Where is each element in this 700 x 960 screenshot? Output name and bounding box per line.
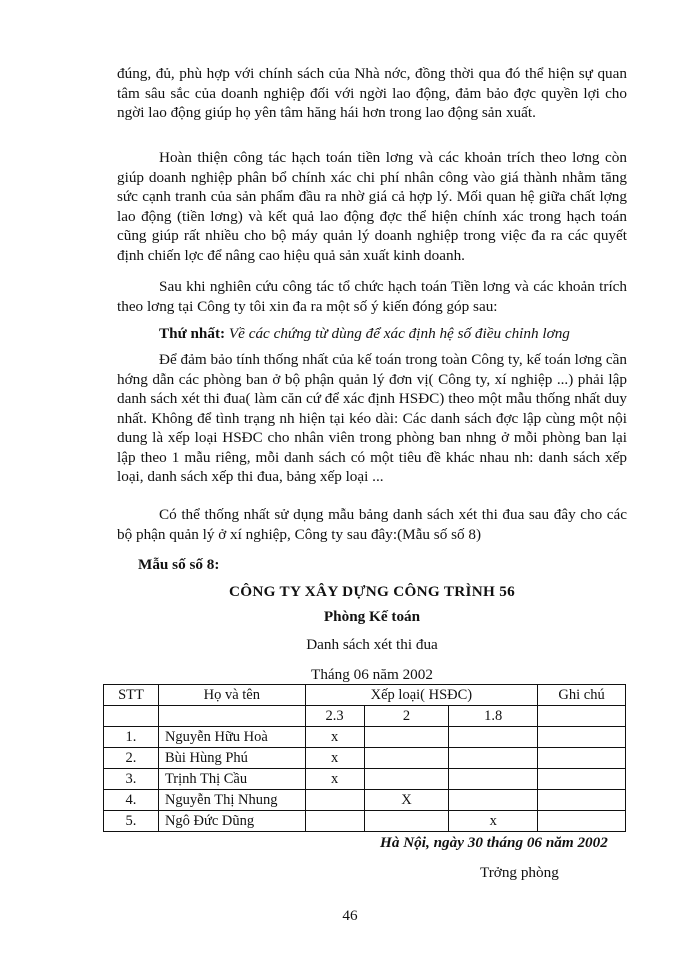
row-note [538,790,626,811]
row-name: Nguyễn Hữu Hoà [158,727,305,748]
row-name: Trịnh Thị Cầu [158,769,305,790]
sample-label: Mẫu số số 8: [138,556,220,573]
header-stt: STT [104,685,159,706]
page-number: 46 [342,907,358,924]
list-title: Danh sách xét thi đua [306,636,438,653]
row-rank-3 [449,769,538,790]
row-rank-1: x [305,748,364,769]
list-month: Tháng 06 năm 2002 [311,666,433,683]
row-rank-3 [449,790,538,811]
section-heading [159,325,570,343]
row-rank-2 [364,748,449,769]
row-rank-2: X [364,790,449,811]
rank-level: 1.8 [449,706,538,727]
header-note: Ghi chú [538,685,626,706]
heading-text: Về các chứng từ dùng để xác định hệ số điều chỉnh lơng [228,325,570,342]
header-rank: Xếp loại( HSĐC) [305,685,537,706]
row-note [538,769,626,790]
row-rank-3 [449,727,538,748]
table-cell [104,706,159,727]
table-subheader-row [104,706,626,727]
signature-date: Hà Nội, ngày 30 tháng 06 năm 2002 [380,834,608,851]
paragraph-3: Sau khi nghiên cứu công tác tổ chức hạch toán Tiền lơng và các khoản trích theo lơng tại Công ty tôi xin đa ra một số ý kiến đóng góp sau: [117,278,627,315]
row-rank-1: x [305,769,364,790]
table-row [104,727,626,748]
rank-level: 2.3 [305,706,364,727]
row-name: Ngô Đức Dũng [158,811,305,832]
row-rank-1 [305,811,364,832]
table-row [104,790,626,811]
row-note [538,811,626,832]
row-stt: 1. [104,727,159,748]
row-note [538,727,626,748]
row-note [538,748,626,769]
row-rank-3: x [449,811,538,832]
paragraph-5: Có thể thống nhất sử dụng mẫu bảng danh sách xét thi đua sau đây cho các bộ phận quản lý ở xí nghiệp, Công ty sau đây:(Mẫu số số 8) [117,506,627,543]
paragraph-2: Hoàn thiện công tác hạch toán tiền lơng và các khoản trích theo lơng còn giúp doanh nghiệp phân bổ chính xác chi phí nhân công vào giá thành nhằm tăng sức cạnh tranh của sản phẩm đầu ra nhờ giá cả hợp lý. Mối quan hệ giữa chất lợng lao động (tiền lơng) và kết quả lao động đợc thể hiện chính xác trong hạch toán cũng giúp rất nhiều cho bộ máy quản lý doanh nghiệp trong việc đa ra các quyết định chiến lợc để nâng cao hiệu quả sản xuất kinh doanh. [117,149,627,264]
table-header-row [104,685,626,706]
row-rank-1 [305,790,364,811]
table-cell [538,706,626,727]
ranking-table [103,684,626,832]
row-stt: 3. [104,769,159,790]
row-rank-2 [364,769,449,790]
row-rank-1: x [305,727,364,748]
rank-level: 2 [364,706,449,727]
company-name: CÔNG TY XÂY DỰNG CÔNG TRÌNH 56 [228,583,516,600]
row-rank-2 [364,727,449,748]
row-name: Bùi Hùng Phú [158,748,305,769]
row-rank-3 [449,748,538,769]
row-name: Nguyễn Thị Nhung [158,790,305,811]
paragraph-4: Để đảm bảo tính thống nhất của kế toán trong toàn Công ty, kế toán lơng cần hớng dẫn các phòng ban ở bộ phận quản lý đơn vị( Công ty, xí nghiệp ...) phải lập danh sách xét thi đua( làm căn cứ để xác định HSĐC) theo một mẫu thống nhất duy nhất. Không để tình trạng nh hiện tại kéo dài: Các danh sách đợc lập cùng một nội dung là xếp loại HSĐC cho nhân viên trong phòng ban nhng ở mỗi phòng ban lại lập theo 1 mẫu riêng, mỗi danh sách có một tiêu đề khác nhau nh: danh sách xếp loại, danh sách xếp thi đua, bảng xếp loại ... [117,351,627,485]
department-name: Phòng Kế toán [323,608,421,625]
signature-role: Trởng phòng [480,864,559,881]
table-row [104,748,626,769]
heading-label: Thứ nhất: [159,325,226,342]
header-name: Họ và tên [158,685,305,706]
table-cell [158,706,305,727]
paragraph-1: đúng, đủ, phù hợp với chính sách của Nhà nớc, đồng thời qua đó thể hiện sự quan tâm sâu sắc của doanh nghiệp đối với ngời lao động, đảm bảo đợc quyền lợi cho ngời lao động giúp họ yên tâm hăng hái hơn trong lao động sản xuất. [117,65,627,121]
row-stt: 2. [104,748,159,769]
row-stt: 5. [104,811,159,832]
row-rank-2 [364,811,449,832]
row-stt: 4. [104,790,159,811]
table-row [104,811,626,832]
table-row [104,769,626,790]
